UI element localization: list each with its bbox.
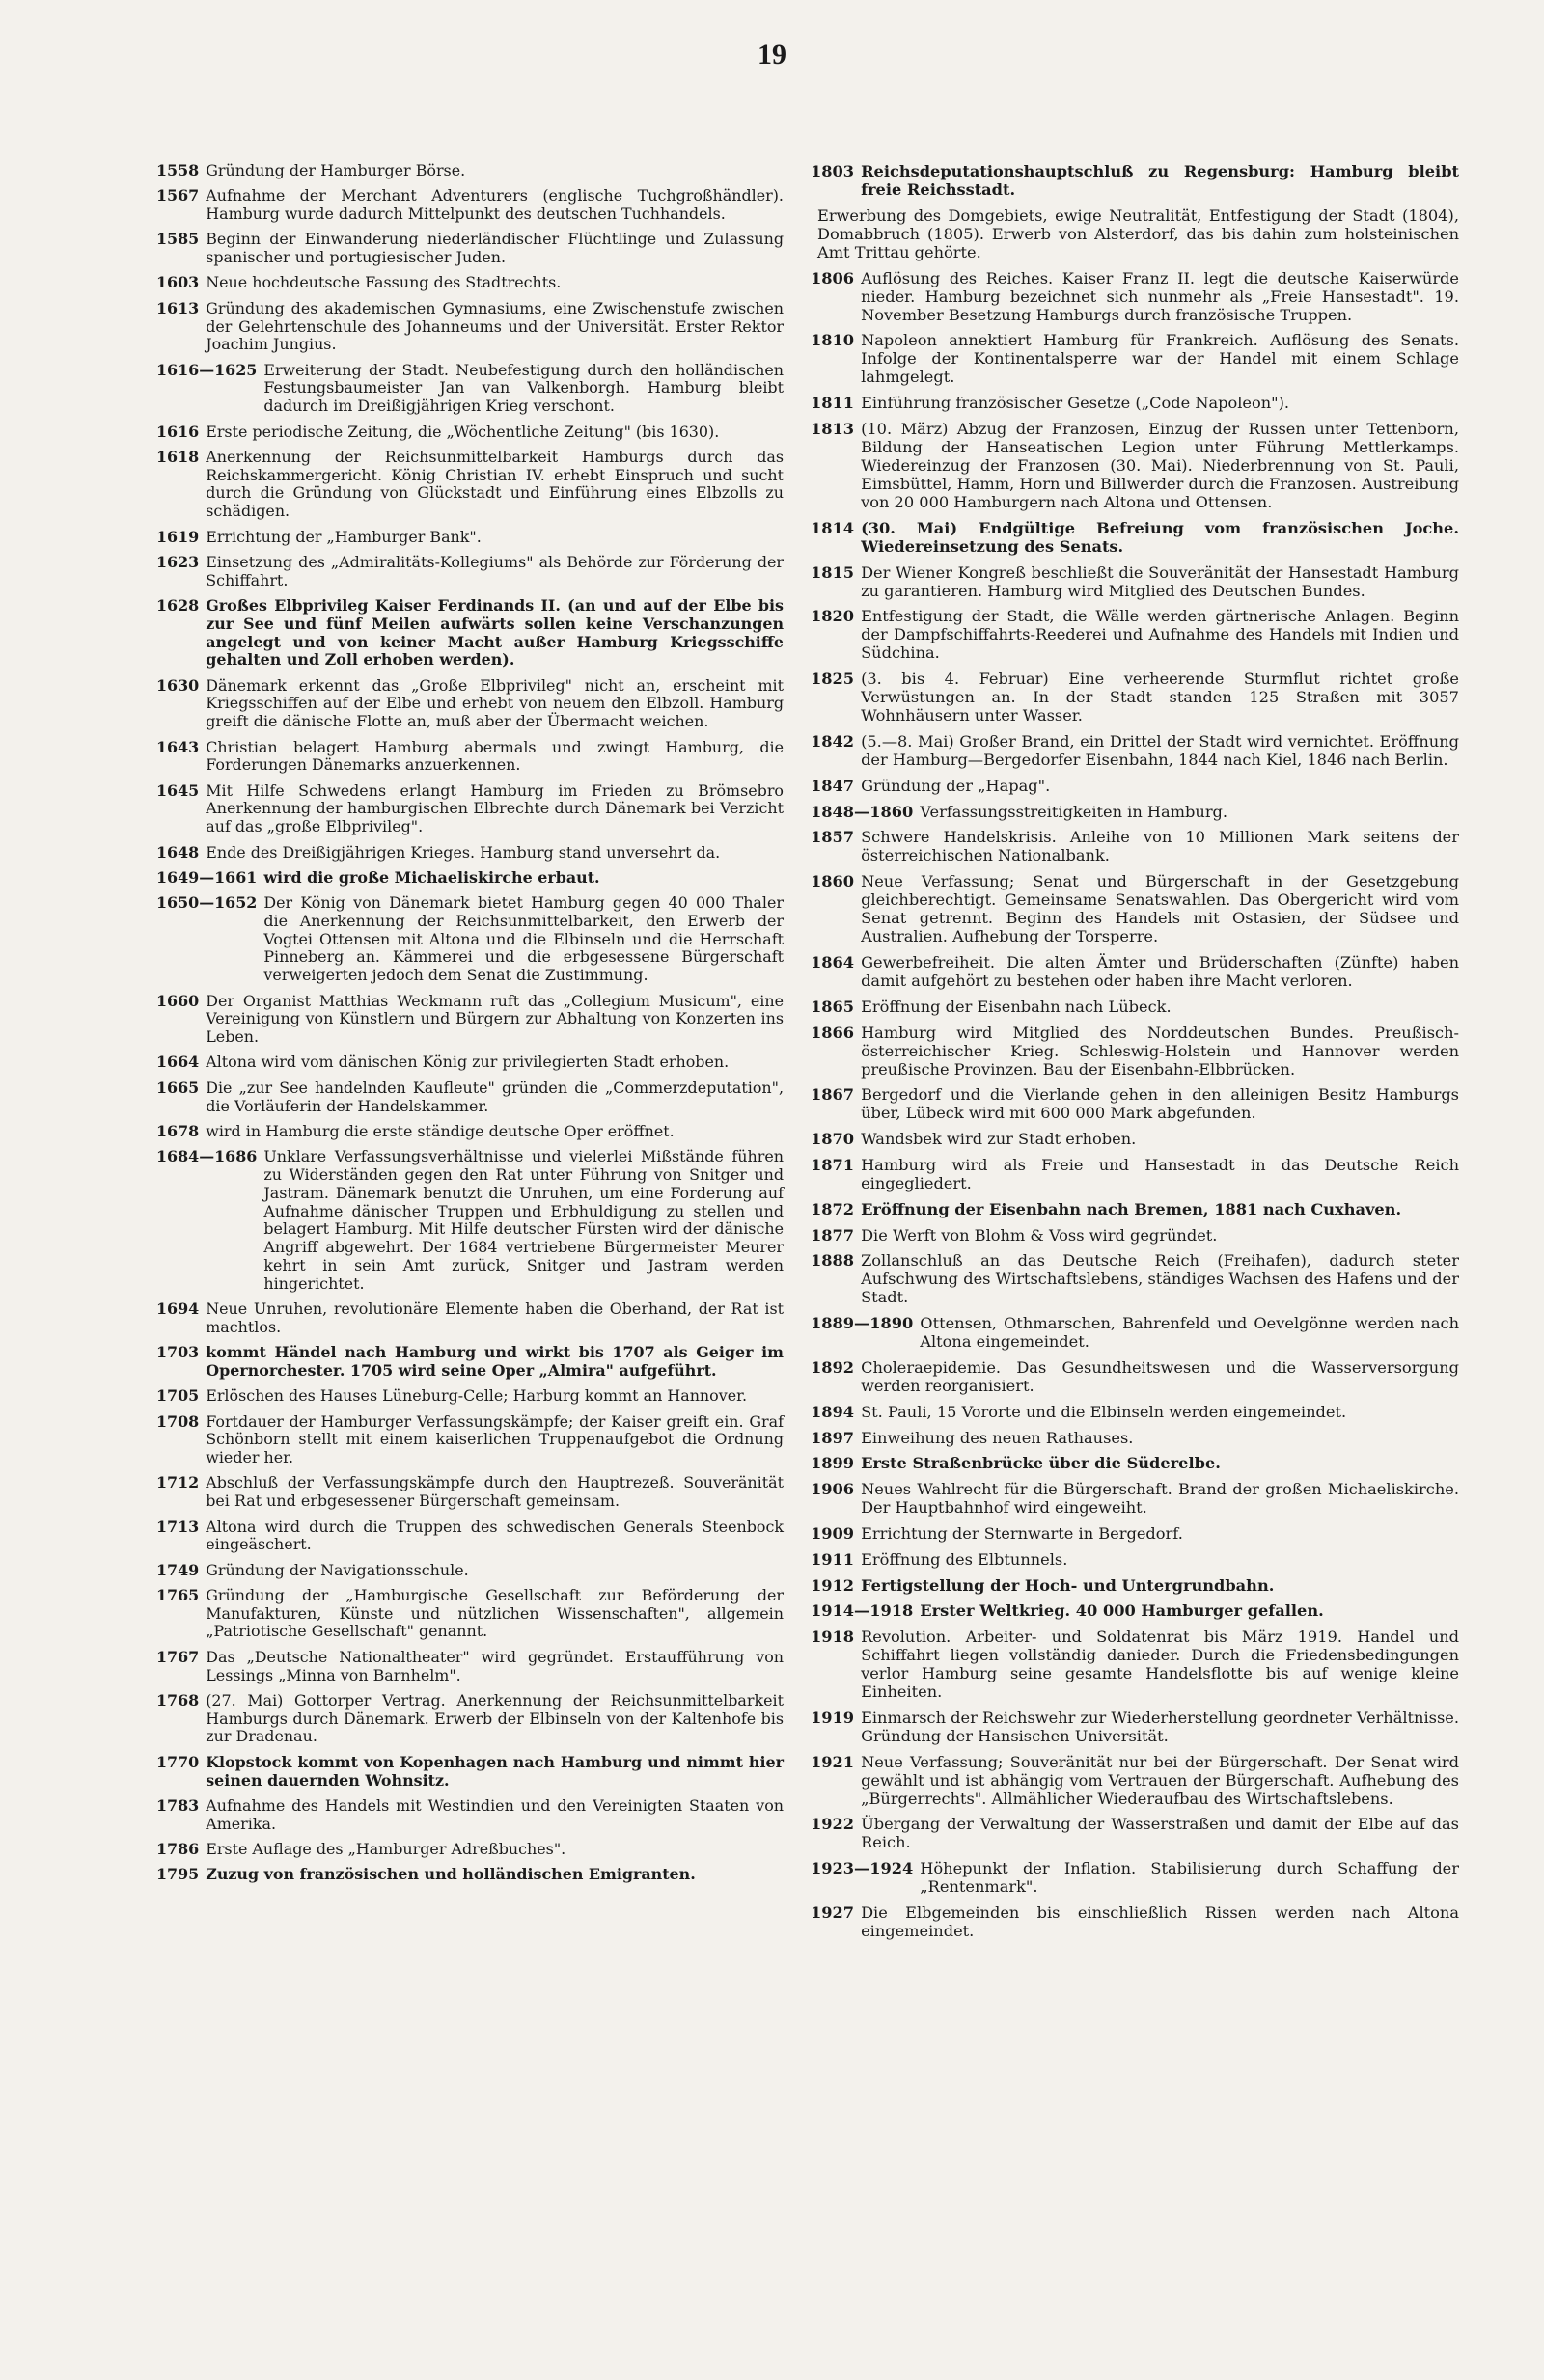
entry-year: 1768 <box>156 1690 200 1710</box>
entry-text: Fortdauer der Hamburger Verfassungskämpfe; der Kaiser greift ein. Graf Schönborn stellt mit einem kaiserlichen Truppenaufgebot die Ordnung wieder her. <box>206 1411 784 1467</box>
entry-year: 1927 <box>811 1903 855 1923</box>
chronicle-entry <box>811 1314 1459 1351</box>
entry-year: 1795 <box>156 1865 200 1884</box>
entry-text: Dänemark erkennt das „Große Elbprivileg" nicht an, erscheint mit Kriegsschiffen auf der Elbe und erhebt von neuem den Elbzoll. Hamburg greift die dänische Flotte an, muß aber der Übermacht weichen. <box>206 675 784 731</box>
entry-year: 1678 <box>156 1121 200 1140</box>
entry-year: 1820 <box>811 607 855 626</box>
entry-year: 1921 <box>811 1752 855 1771</box>
entry-text: Zuzug von französischen und holländischen Emigranten. <box>206 1865 696 1884</box>
entry-text: Aufnahme des Handels mit Westindien und den Vereinigten Staaten von Amerika. <box>206 1795 784 1833</box>
entry-year: 1909 <box>811 1523 855 1543</box>
entry-text: Die Elbgemeinden bis einschließlich Rissen werden nach Altona eingemeindet. <box>861 1903 1459 1941</box>
entry-text: Einweihung des neuen Rathauses. <box>861 1428 1134 1447</box>
chronicle-entry <box>811 331 1459 386</box>
entry-text: Erste Auflage des „Hamburger Adreßbuches". <box>206 1839 566 1858</box>
entry-year: 1694 <box>156 1299 200 1319</box>
entry-text: wird in Hamburg die erste ständige deutsche Oper eröffnet. <box>206 1121 675 1140</box>
entry-text: Revolution. Arbeiter- und Soldatenrat bis März 1919. Handel und Schiffahrt liegen vollständig danieder. Durch die Friedensbedingungen verlor Hamburg seine gesamte Handelsflotte bis auf wenige kleine Einheiten. <box>861 1628 1459 1702</box>
entry-text: Zollanschluß an das Deutsche Reich (Freihafen), dadurch steter Aufschwung des Wirtschaftslebens, ständiges Wachsen des Hafens und der Stadt. <box>861 1251 1459 1307</box>
chronicle-entry <box>811 1024 1459 1079</box>
entry-text: Choleraepidemie. Das Gesundheitswesen und die Wasserversorgung werden reorganisiert. <box>861 1357 1459 1395</box>
chronicle-entry <box>156 739 784 776</box>
chronicle-entry <box>156 677 784 731</box>
entry-text: Schwere Handelskrisis. Anleihe von 10 Millionen Mark seitens der österreichischen Nationalbank. <box>861 828 1459 865</box>
chronicle-entry <box>811 777 1459 795</box>
entry-year: 1684—1686 <box>156 1147 258 1166</box>
entry-text: Einmarsch der Reichswehr zur Wiederherstellung geordneter Verhältnisse. Gründung der Hansischen Universität. <box>861 1708 1459 1745</box>
entry-year: 1889—1890 <box>811 1314 914 1333</box>
entry-text: Verfassungsstreitigkeiten in Hamburg. <box>920 802 1228 821</box>
entry-year: 1713 <box>156 1517 200 1536</box>
entry-text: Hamburg wird Mitglied des Norddeutschen Bundes. Preußisch-österreichischer Krieg. Schleswig-Holstein und Hannover werden preußische Provinzen. Bau der Eisenbahn-Elbbrücken. <box>861 1023 1459 1079</box>
entry-text: (10. März) Abzug der Franzosen, Einzug der Russen unter Tettenborn, Bildung der Hanseatischen Legion unter Führung Mettlerkamps. Wiedereinzug der Franzosen (30. Mai). Niederbrennung von St. Pauli, Eimsbüttel, Hamm, Horn und Billwerder durch die Franzosen. Austreibung von 20 000 Hamburgern nach Altona und Ottensen. <box>861 419 1459 511</box>
chronicle-entry <box>811 1524 1459 1543</box>
entry-year: 1806 <box>811 268 855 287</box>
chronicle-entry <box>811 1628 1459 1701</box>
entry-year: 1660 <box>156 991 200 1010</box>
chronicle-entry <box>811 872 1459 945</box>
entry-year: 1877 <box>811 1225 855 1245</box>
entry-year: 1786 <box>156 1839 200 1858</box>
entry-year: 1749 <box>156 1560 200 1579</box>
entry-year: 1664 <box>156 1053 200 1072</box>
entry-year: 1665 <box>156 1078 200 1097</box>
entry-text: Entfestigung der Stadt, die Wälle werden gärtnerische Anlagen. Beginn der Dampfschiffahrts-Reederei und Aufnahme des Handels mit Indien und Südchina. <box>861 607 1459 663</box>
chronicle-entry <box>811 563 1459 600</box>
entry-text: Der König von Dänemark bietet Hamburg gegen 40 000 Thaler die Anerkennung der Reichsunmittelbarkeit, den Erwerb der Vogtei Ottensen mit Altona und die Elbinseln und die Herrschaft Pinneberg an. Kämmerei und die erbgesessene Bürgerschaft verweigerten jedoch dem Senat die Zustimmung. <box>263 893 784 985</box>
entry-text: Altona wird durch die Truppen des schwedischen Generals Steenbock eingeäschert. <box>206 1517 784 1554</box>
chronicle-entry <box>156 1123 784 1141</box>
chronicle-entry <box>156 1562 784 1580</box>
entry-year: 1803 <box>811 162 855 180</box>
entry-year: 1867 <box>811 1085 855 1105</box>
chronicle-entry <box>811 519 1459 556</box>
chronicle-entry <box>156 1474 784 1511</box>
entry-text: Beginn der Einwanderung niederländischer Flüchtlinge und Zulassung spanischer und portugiesischer Juden. <box>206 230 784 267</box>
entry-text: Neue Verfassung; Senat und Bürgerschaft in der Gesetzgebung gleichberechtigt. Gemeinsame Senatswahlen. Das Obergericht wird vom Senat getrennt. Beginn des Handels mit Ostasien, der Südsee und Australien. Aufhebung der Torsperre. <box>861 872 1459 946</box>
entry-year: 1770 <box>156 1752 200 1771</box>
chronicle-entry <box>811 732 1459 769</box>
entry-year: 1767 <box>156 1647 200 1666</box>
entry-year: 1842 <box>811 731 855 751</box>
entry-text: Einsetzung des „Admiralitäts-Kollegiums" als Behörde zur Förderung der Schiffahrt. <box>206 552 784 589</box>
entry-year: 1645 <box>156 780 200 800</box>
entry-text: Die Werft von Blohm & Voss wird gegründet. <box>861 1225 1218 1245</box>
entry-year: 1628 <box>156 595 200 615</box>
chronicle-entry <box>156 894 784 985</box>
entry-year: 1712 <box>156 1473 200 1492</box>
chronicle-entry <box>811 607 1459 662</box>
entry-year: 1567 <box>156 186 200 205</box>
entry-text: Übergang der Verwaltung der Wasserstraßen und damit der Elbe auf das Reich. <box>861 1815 1459 1852</box>
entry-year: 1650—1652 <box>156 893 258 913</box>
entry-year: 1765 <box>156 1585 200 1604</box>
entry-year: 1648 <box>156 842 200 862</box>
entry-year: 1922 <box>811 1815 855 1834</box>
entry-text: kommt Händel nach Hamburg und wirkt bis 1707 als Geiger im Opernorchester. 1705 wird seine Oper „Almira" aufgeführt. <box>206 1343 784 1380</box>
chronicle-entry <box>811 1903 1459 1940</box>
entry-year: 1613 <box>156 298 200 317</box>
chronicle-entry <box>156 1866 784 1884</box>
entry-year: 1914—1918 <box>811 1601 914 1621</box>
chronicle-entry <box>811 1601 1459 1620</box>
entry-text: Erlöschen des Hauses Lüneburg-Celle; Harburg kommt an Hannover. <box>206 1386 748 1406</box>
entry-text: Bergedorf und die Vierlande gehen in den alleinigen Besitz Hamburgs über, Lübeck wird mit 600 000 Mark abgefunden. <box>861 1085 1459 1123</box>
entry-text: Großes Elbprivileg Kaiser Ferdinands II. (an und auf der Elbe bis zur See und fünf Meilen aufwärts sollen keine Verschanzungen angelegt und von keiner Macht außer Hamburg Kriegsschiffe gehalten und Zoll erhoben werden). <box>206 595 784 670</box>
entry-year: 1708 <box>156 1411 200 1431</box>
entry-text: (30. Mai) Endgültige Befreiung vom französischen Joche. Wiedereinsetzung des Senats. <box>861 518 1459 556</box>
entry-text: Napoleon annektiert Hamburg für Frankreich. Auflösung des Senats. Infolge der Kontinentalsperre war der Handel mit einem Schlage lahmgelegt. <box>861 331 1459 387</box>
chronicle-entry <box>811 803 1459 821</box>
chronicle-entry <box>156 1053 784 1072</box>
entry-year: 1866 <box>811 1023 855 1042</box>
entry-text: Neue Unruhen, revolutionäre Elemente haben die Oberhand, der Rat ist machtlos. <box>206 1299 784 1336</box>
chronicle-entry <box>156 993 784 1047</box>
entry-year: 1603 <box>156 273 200 292</box>
entry-text: Eröffnung des Elbtunnels. <box>861 1549 1068 1569</box>
entry-text: Gründung der „Hamburgische Gesellschaft zur Beförderung der Manufakturen, Künste und nützlichen Wissenschaften", allgemein „Patriotische Gesellschaft" genannt. <box>206 1585 784 1641</box>
chronicle-entry <box>811 1085 1459 1122</box>
entry-year: 1892 <box>811 1357 855 1377</box>
chronicle-entry <box>156 1413 784 1467</box>
entry-year: 1705 <box>156 1386 200 1406</box>
entry-year: 1899 <box>811 1454 855 1473</box>
chronicle-entry <box>811 828 1459 864</box>
chronicle-entry <box>156 1649 784 1685</box>
entry-text: Erwerbung des Domgebiets, ewige Neutralität, Entfestigung der Stadt (1804), Domabbruch (1805). Erwerb von Alsterdorf, das bis dahin zum holsteinischen Amt Trittau gehörte. <box>817 205 1459 261</box>
entry-year: 1813 <box>811 419 855 438</box>
chronicle-entry <box>811 998 1459 1016</box>
chronicle-entry <box>811 1576 1459 1595</box>
entry-text: Das „Deutsche Nationaltheater" wird gegründet. Erstaufführung von Lessings „Minna von Barnhelm". <box>206 1647 784 1684</box>
entry-year: 1848—1860 <box>811 802 914 821</box>
entry-year: 1703 <box>156 1343 200 1362</box>
chronicle-entry <box>156 1587 784 1641</box>
chronicle-entry <box>156 1300 784 1337</box>
chronicle-entry <box>156 597 784 670</box>
entry-text: Abschluß der Verfassungskämpfe durch den Hauptrezeß. Souveränität bei Rat und erbgesessener Bürgerschaft gemeinsam. <box>206 1473 784 1511</box>
entry-text: Ottensen, Othmarschen, Bahrenfeld und Oevelgönne werden nach Altona eingemeindet. <box>920 1314 1459 1352</box>
entry-year: 1894 <box>811 1402 855 1421</box>
chronicle-entry <box>811 1454 1459 1472</box>
chronicle-entry <box>156 300 784 354</box>
chronicle-entry <box>811 162 1459 199</box>
entry-year: 1811 <box>811 394 855 413</box>
chronicle-entry <box>156 554 784 590</box>
chronicle-entry <box>156 162 784 180</box>
entry-year: 1783 <box>156 1795 200 1815</box>
chronicle-entry <box>156 782 784 836</box>
chronicle-entry <box>156 869 784 888</box>
entry-text: Reichsdeputationshauptschluß zu Regensburg: Hamburg bleibt freie Reichsstadt. <box>861 162 1459 199</box>
entry-text: Wandsbek wird zur Stadt erhoben. <box>861 1130 1137 1149</box>
chronicle-entry <box>156 449 784 521</box>
entry-year: 1619 <box>156 527 200 546</box>
entry-year: 1616 <box>156 422 200 441</box>
chronicle-entry <box>156 424 784 442</box>
chronicle-entry <box>156 1148 784 1293</box>
entry-year: 1585 <box>156 230 200 249</box>
entry-text: Ende des Dreißigjährigen Krieges. Hamburg stand unversehrt da. <box>206 842 721 862</box>
entry-year: 1860 <box>811 872 855 891</box>
chronicle-entry <box>811 670 1459 725</box>
entry-year: 1643 <box>156 737 200 756</box>
entry-year: 1616—1625 <box>156 360 258 379</box>
entry-text: Unklare Verfassungsverhältnisse und vielerlei Mißstände führen zu Widerständen gegen den Rat unter Führung von Snitger und Jastram. Dänemark benutzt die Unruhen, um eine Forderung auf Aufnahme dänischer Truppen und Erbhuldigung zu stellen und belagert Hamburg. Mit Hilfe deutscher Fürsten wird der dänische Angriff abgewehrt. Der 1684 vertriebene Bürgermeister Meurer kehrt in sein Amt zurück, Snitger und Jastram werden hingerichtet. <box>263 1147 784 1293</box>
chronicle-entry <box>156 362 784 416</box>
chronicle-entry <box>156 844 784 862</box>
entry-text: Errichtung der „Hamburger Bank". <box>206 527 482 546</box>
entry-year: 1911 <box>811 1549 855 1569</box>
chronicle-entry <box>811 1358 1459 1395</box>
entry-text: Anerkennung der Reichsunmittelbarkeit Hamburgs durch das Reichskammergericht. König Christian IV. erhebt Einspruch und sucht durch die Gründung von Glückstadt und Einführung eines Elbzolls zu schädigen. <box>206 447 784 521</box>
chronicle-entry <box>811 1156 1459 1192</box>
entry-year: 1847 <box>811 776 855 795</box>
entry-year: 1871 <box>811 1155 855 1174</box>
chronicle-entry <box>156 187 784 224</box>
chronicle-entry <box>156 1692 784 1746</box>
entry-text: Hamburg wird als Freie und Hansestadt in das Deutsche Reich eingegliedert. <box>861 1155 1459 1192</box>
entry-year: 1912 <box>811 1575 855 1595</box>
entry-text: Die „zur See handelnden Kaufleute" gründen die „Commerzdeputation", die Vorläuferin der Handelskammer. <box>206 1078 784 1115</box>
chronicle-entry <box>811 1859 1459 1896</box>
chronicle-entry <box>811 1709 1459 1745</box>
chronicle-entry <box>156 1080 784 1116</box>
chronicle-entry <box>811 1226 1459 1245</box>
chronicle-entry <box>811 1403 1459 1421</box>
page-number: 19 <box>758 39 786 70</box>
entry-text: Eröffnung der Eisenbahn nach Lübeck. <box>861 997 1172 1016</box>
entry-text: Erste Straßenbrücke über die Süderelbe. <box>861 1454 1221 1473</box>
chronicle-entry <box>811 1480 1459 1517</box>
entry-year: 1888 <box>811 1251 855 1271</box>
chronicle-entry <box>156 1344 784 1381</box>
entry-year: 1857 <box>811 828 855 847</box>
entry-text: Christian belagert Hamburg abermals und zwingt Hamburg, die Forderungen Dänemarks anzuerkennen. <box>206 737 784 775</box>
entry-text: Fertigstellung der Hoch- und Untergrundbahn. <box>861 1575 1275 1595</box>
chronicle-entry <box>811 1429 1459 1447</box>
entry-text: (3. bis 4. Februar) Eine verheerende Sturmflut richtet große Verwüstungen an. In der Stadt standen 125 Straßen mit 3057 Wohnhäusern unter Wasser. <box>861 670 1459 725</box>
entry-year: 1815 <box>811 562 855 582</box>
entry-text: Der Wiener Kongreß beschließt die Souveränität der Hansestadt Hamburg zu garantieren. Hamburg wird Mitglied des Deutschen Bundes. <box>861 562 1459 600</box>
entry-text: Einführung französischer Gesetze („Code Napoleon"). <box>861 394 1290 413</box>
entry-year: 1810 <box>811 331 855 350</box>
chronicle-entry <box>156 1797 784 1834</box>
entry-text: Klopstock kommt von Kopenhagen nach Hamburg und nimmt hier seinen dauernden Wohnsitz. <box>206 1752 784 1790</box>
entry-text: (27. Mai) Gottorper Vertrag. Anerkennung der Reichsunmittelbarkeit Hamburgs durch Dänemark. Erwerb der Elbinseln von der Kaltenhofe bis zur Dradenau. <box>206 1690 784 1746</box>
entry-text: St. Pauli, 15 Vororte und die Elbinseln werden eingemeindet. <box>861 1402 1347 1421</box>
chronicle-entry <box>156 1841 784 1859</box>
chronicle-entry <box>811 1251 1459 1306</box>
entry-text: Aufnahme der Merchant Adventurers (englische Tuchgroßhändler). Hamburg wurde dadurch Mittelpunkt des deutschen Tuchhandels. <box>206 186 784 224</box>
entry-text: Gewerbefreiheit. Die alten Ämter und Brüderschaften (Zünfte) haben damit aufgehört zu bestehen oder haben ihre Macht verloren. <box>861 952 1459 990</box>
entry-text: wird die große Michaeliskirche erbaut. <box>263 867 600 887</box>
entry-text: Gründung der Hamburger Börse. <box>206 161 466 179</box>
entry-text: Gründung der Navigationsschule. <box>206 1560 469 1579</box>
chronicle-entry <box>156 1754 784 1791</box>
chronicle-entry <box>811 1815 1459 1851</box>
entry-text: Neues Wahlrecht für die Bürgerschaft. Brand der großen Michaeliskirche. Der Hauptbahnhof wird eingeweiht. <box>861 1480 1459 1518</box>
entry-year: 1919 <box>811 1708 855 1727</box>
chronicle-entry <box>811 394 1459 412</box>
entry-year: 1872 <box>811 1199 855 1218</box>
entry-text: Der Organist Matthias Weckmann ruft das „Collegium Musicum", eine Vereinigung von Künstlern und Bürgern zur Abhaltung von Konzerten ins Leben. <box>206 991 784 1047</box>
entry-text: Altona wird vom dänischen König zur privilegierten Stadt erhoben. <box>206 1053 730 1072</box>
chronicle-entry <box>156 1387 784 1406</box>
entry-year: 1558 <box>156 161 200 179</box>
chronicle-entry <box>811 1130 1459 1148</box>
entry-text: Gründung der „Hapag". <box>861 776 1051 795</box>
chronicle-entry <box>811 953 1459 990</box>
entry-text: Erweiterung der Stadt. Neubefestigung durch den holländischen Festungsbaumeister Jan van Valkenborgh. Hamburg bleibt dadurch im Dreißigjährigen Krieg verschont. <box>263 360 784 416</box>
entry-year: 1864 <box>811 952 855 971</box>
chronicle-entry <box>811 1550 1459 1569</box>
chronicle-entry <box>811 420 1459 511</box>
chronicle-entry <box>811 1200 1459 1218</box>
entry-year: 1623 <box>156 552 200 571</box>
entry-year: 1814 <box>811 518 855 537</box>
chronicle-entry <box>811 206 1459 261</box>
entry-text: Errichtung der Sternwarte in Bergedorf. <box>861 1523 1183 1543</box>
entry-year: 1897 <box>811 1428 855 1447</box>
chronicle-entry <box>156 1518 784 1555</box>
entry-text: Eröffnung der Eisenbahn nach Bremen, 1881 nach Cuxhaven. <box>861 1199 1402 1218</box>
entry-year: 1918 <box>811 1628 855 1647</box>
entry-year: 1630 <box>156 675 200 695</box>
entry-text: Erster Weltkrieg. 40 000 Hamburger gefallen. <box>920 1601 1324 1621</box>
entry-year: 1870 <box>811 1130 855 1149</box>
entry-text: Erste periodische Zeitung, die „Wöchentliche Zeitung" (bis 1630). <box>206 422 720 441</box>
left-column <box>156 162 784 1892</box>
chronicle-entry <box>156 529 784 547</box>
entry-year: 1618 <box>156 447 200 466</box>
entry-text: Auflösung des Reiches. Kaiser Franz II. legt die deutsche Kaiserwürde nieder. Hamburg bezeichnet sich nunmehr als „Freie Hansestadt". 19. November Besetzung Hamburgs durch französische Truppen. <box>861 268 1459 324</box>
entry-text: Neue hochdeutsche Fassung des Stadtrechts. <box>206 273 562 292</box>
chronicle-entry <box>811 269 1459 324</box>
chronicle-entry <box>156 231 784 267</box>
entry-year: 1825 <box>811 670 855 689</box>
entry-text: Neue Verfassung; Souveränität nur bei der Bürgerschaft. Der Senat wird gewählt und ist abhängig vom Vertrauen der Bürgerschaft. Aufhebung des „Bürgerrechts". Allmählicher Wiederaufbau des Wirtschaftslebens. <box>861 1752 1459 1808</box>
entry-text: Gründung des akademischen Gymnasiums, eine Zwischenstufe zwischen der Gelehrtenschule des Johanneums und der Universität. Erster Rektor Joachim Jungius. <box>206 298 784 354</box>
chronicle-entry <box>156 274 784 292</box>
right-column <box>811 162 1459 1948</box>
entry-text: Höhepunkt der Inflation. Stabilisierung durch Schaffung der „Rentenmark". <box>920 1859 1459 1897</box>
chronicle-entry <box>811 1753 1459 1808</box>
entry-year: 1865 <box>811 997 855 1016</box>
entry-year: 1649—1661 <box>156 867 258 887</box>
entry-text: (5.—8. Mai) Großer Brand, ein Drittel der Stadt wird vernichtet. Eröffnung der Hamburg—Bergedorfer Eisenbahn, 1844 nach Kiel, 1846 nach Berlin. <box>861 731 1459 769</box>
entry-year: 1923—1924 <box>811 1859 914 1878</box>
entry-year: 1906 <box>811 1480 855 1499</box>
entry-text: Mit Hilfe Schwedens erlangt Hamburg im Frieden zu Brömsebro Anerkennung der hamburgischen Elbrechte durch Dänemark bei Verzicht auf das „große Elbprivileg". <box>206 780 784 836</box>
